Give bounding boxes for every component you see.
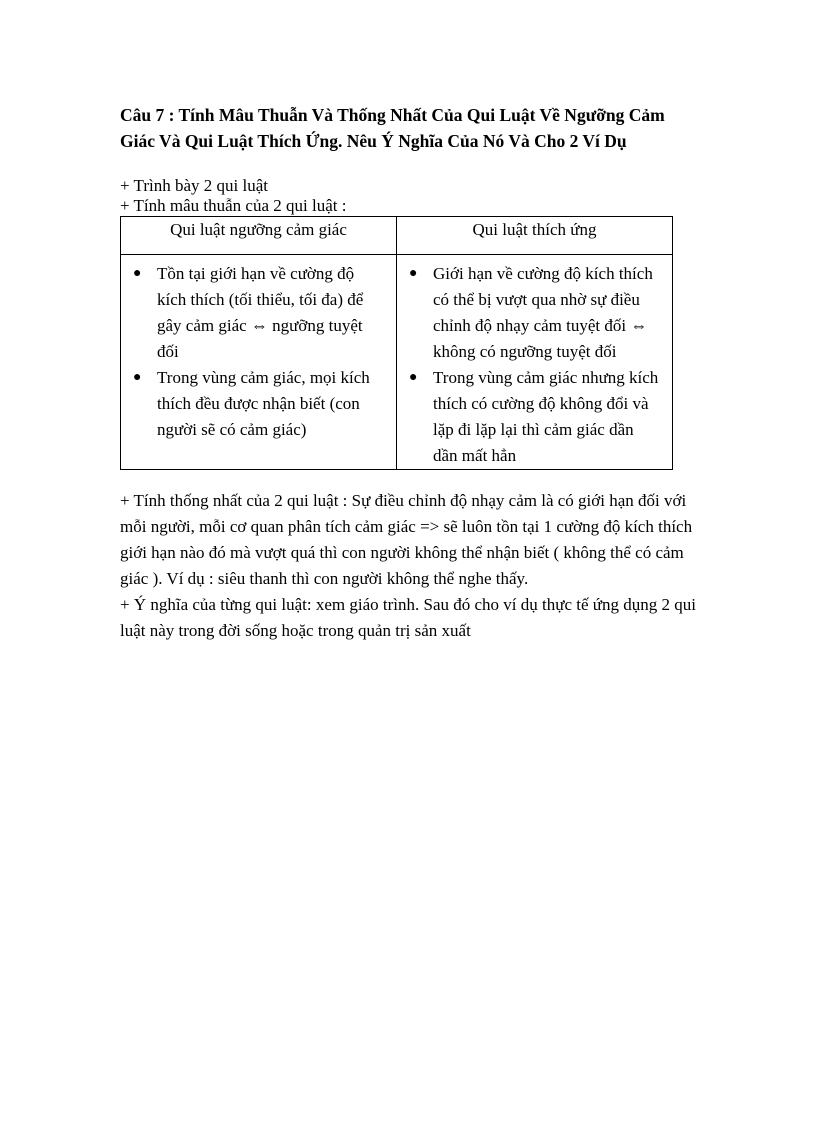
threshold-law-list: [127, 261, 390, 443]
comparison-table: [120, 216, 673, 470]
bullet-icon: ●: [133, 266, 142, 281]
bullet-icon: ●: [409, 266, 418, 281]
header-threshold-law: Qui luật ngưỡng cảm giác: [121, 217, 397, 255]
list-item: ● Tồn tại giới hạn về cường độ kích thích (tối thiểu, tối đa) để gây cảm giác ⇔ ngưỡng tuyệt đối: [157, 261, 390, 365]
intro-line-contradiction: + Tính mâu thuẫn của 2 qui luật :: [120, 196, 347, 215]
header-adaptation-law: Qui luật thích ứng: [397, 217, 673, 255]
table-row: [121, 255, 673, 470]
document-page: [120, 102, 700, 644]
bullet-icon: ●: [133, 370, 142, 385]
list-item: ● Trong vùng cảm giác nhưng kích thích có cường độ không đổi và lặp đi lặp lại thì cảm giác dần dần mất hẳn: [433, 365, 666, 469]
bullet-icon: ●: [409, 370, 418, 385]
table-header-row: [121, 217, 673, 255]
meaning-paragraph: + Ý nghĩa của từng qui luật: xem giáo trình. Sau đó cho ví dụ thực tế ứng dụng 2 qui luật này trong đời sống hoặc trong quản trị sản xuất: [120, 595, 696, 640]
spacer: [120, 154, 700, 176]
list-item: ● Trong vùng cảm giác, mọi kích thích đều được nhận biết (con người sẽ có cảm giác): [157, 365, 390, 443]
adaptation-law-cell: [397, 255, 673, 470]
unity-paragraph: + Tính thống nhất của 2 qui luật : Sự điều chỉnh độ nhạy cảm là có giới hạn đối với mỗi người, mỗi cơ quan phân tích cảm giác => sẽ luôn tồn tại 1 cường độ kích thích giới hạn nào đó mà vượt quá thì con người không thể nhận biết ( không thể có cảm giác ). Ví dụ : siêu thanh thì con người không thể nghe thấy.: [120, 491, 693, 588]
list-item: ● Giới hạn về cường độ kích thích có thể bị vượt qua nhờ sự điều chỉnh độ nhạy cảm tuyệt đối ⇔ không có ngưỡng tuyệt đối: [433, 261, 666, 365]
threshold-law-cell: [121, 255, 397, 470]
intro-line-present: + Trình bày 2 qui luật: [120, 176, 268, 195]
question-title: Câu 7 : Tính Mâu Thuẫn Và Thống Nhất Của Qui Luật Về Ngưỡng Cảm Giác Và Qui Luật Thích Ứng. Nêu Ý Nghĩa Của Nó Và Cho 2 Ví Dụ: [120, 105, 665, 151]
adaptation-law-list: [403, 261, 666, 469]
body-text: [120, 488, 700, 644]
